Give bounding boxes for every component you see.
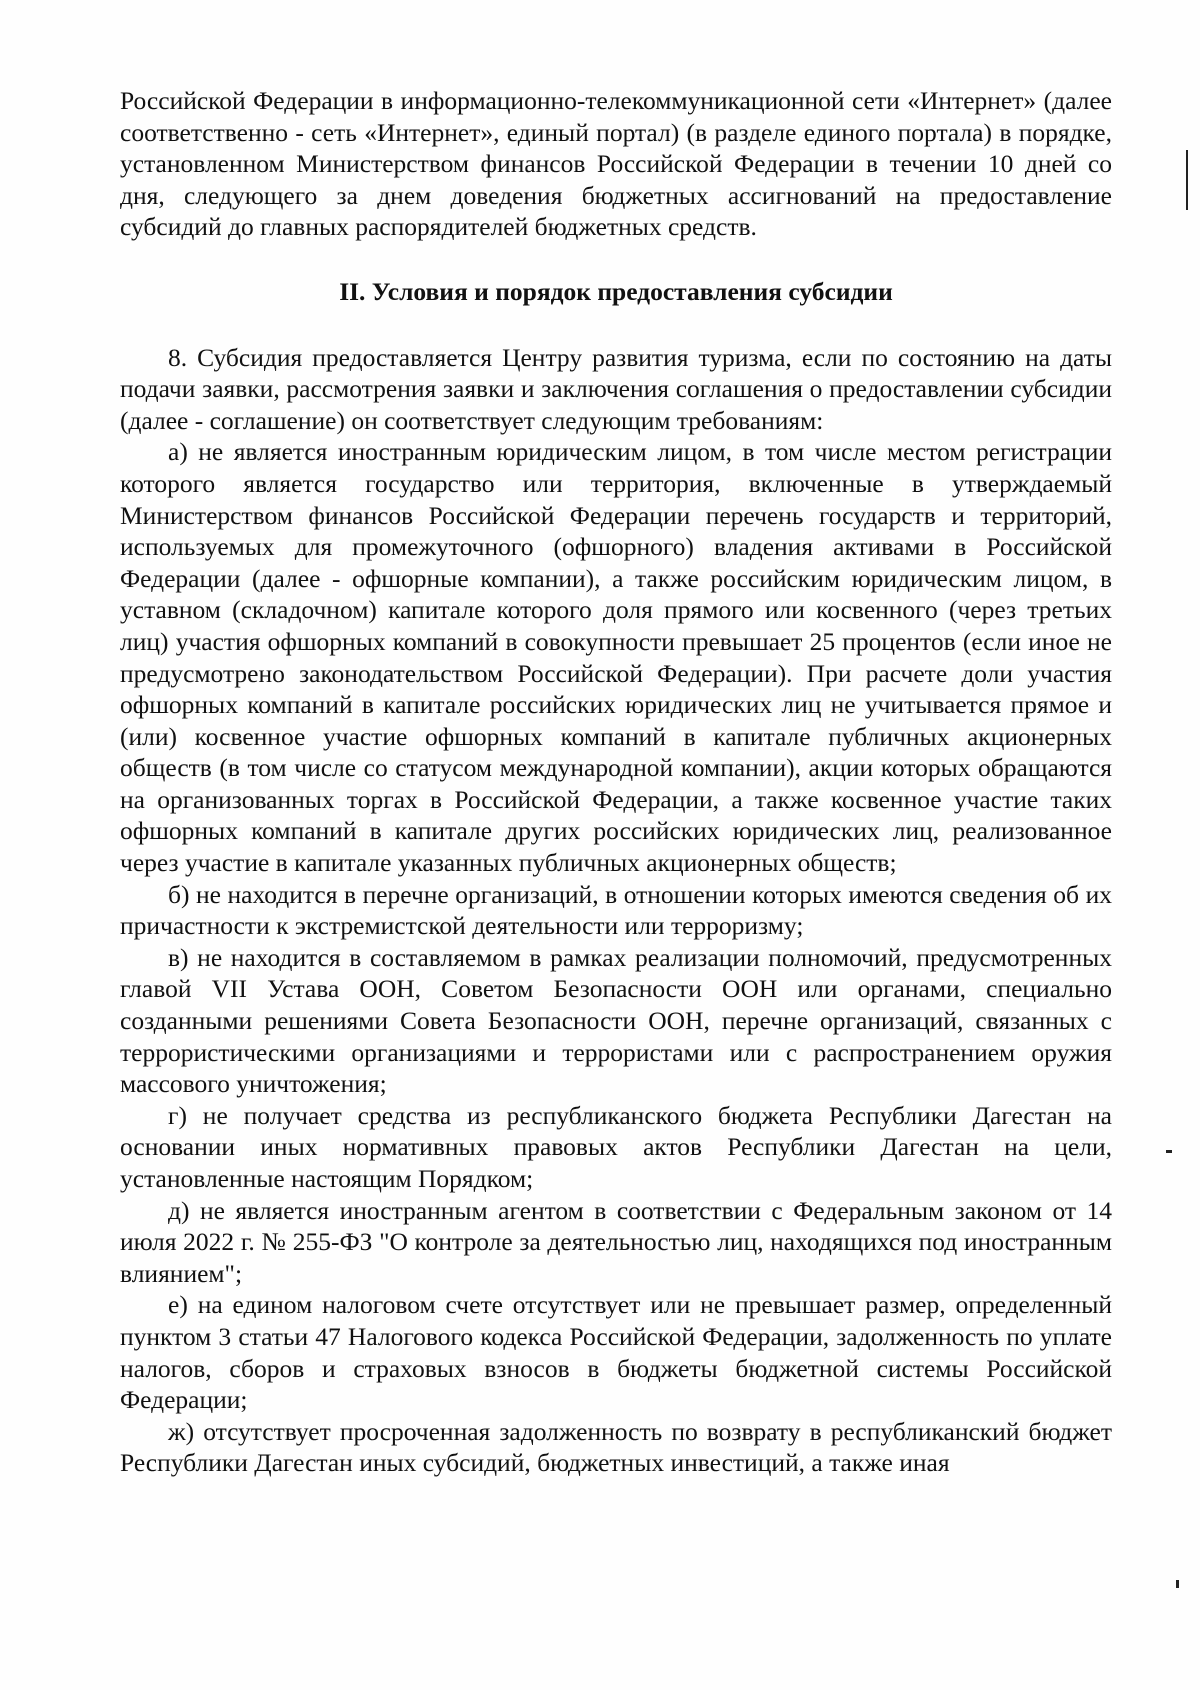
paragraph-v: в) не находится в составляемом в рамках реализации полномочий, предусмотренных главой VII Устава ООН, Советом Безопасности ООН или органами, специально созданными решениями Совета Безопасности ООН, перечне организаций, связанных с террористическими организациями и террористами или с распространением оружия массового уничтожения; — [120, 942, 1112, 1099]
section-heading: II. Условия и порядок предоставления субсидии — [339, 276, 893, 306]
paragraph-d: д) не является иностранным агентом в соответствии с Федеральным законом от 14 июля 2022 г. № 255-ФЗ "О контроле за деятельностью лиц, находящихся под иностранным влиянием"; — [120, 1195, 1112, 1288]
paragraph-g: г) не получает средства из республиканского бюджета Республики Дагестан на основании иных нормативных правовых актов Республики Дагестан на цели, установленные настоящим Порядком; — [120, 1100, 1112, 1193]
paragraph-8: 8. Субсидия предоставляется Центру развития туризма, если по состоянию на даты подачи заявки, рассмотрения заявки и заключения соглашения о предоставлении субсидии (далее - соглашение) он соответствует следующим требованиям: — [120, 342, 1112, 435]
paragraph-zh: ж) отсутствует просроченная задолженность по возврату в республиканский бюджет Республики Дагестан иных субсидий, бюджетных инвестиций, а также иная — [120, 1416, 1112, 1478]
paragraph-e: е) на едином налоговом счете отсутствует или не превышает размер, определенный пунктом 3 статьи 47 Налогового кодекса Российской Федерации, задолженность по уплате налогов, сборов и страховых взносов в бюджеты бюджетной системы Российской Федерации; — [120, 1290, 1112, 1415]
scan-edge-mark — [1166, 1150, 1172, 1153]
scan-edge-mark — [1186, 150, 1188, 210]
scan-edge-mark — [1176, 1580, 1179, 1588]
paragraph-b: б) не находится в перечне организаций, в отношении которых имеются сведения об их причастности к экстремистской деятельности или терроризму; — [120, 879, 1112, 941]
intro-paragraph: Российской Федерации в информационно-телекоммуникационной сети «Интернет» (далее соответственно - сеть «Интернет», единый портал) (в разделе единого портала) в порядке, установленном Министерством финансов Российской Федерации в течении 10 дней со дня, следующего за днем доведения бюджетных ассигнований на предоставление субсидий до главных распорядителей бюджетных средств. — [120, 86, 1112, 242]
document-text — [120, 85, 1112, 1479]
paragraph-a: а) не является иностранным юридическим лицом, в том числе местом регистрации которого является государство или территория, включенные в утверждаемый Министерством финансов Российской Федерации перечень государств и территорий, используемых для промежуточного (офшорного) владения активами в Российской Федерации (далее - офшорные компании), а также российским юридическим лицом, в уставном (складочном) капитале которого доля прямого или косвенного (через третьих лиц) участия офшорных компаний в совокупности превышает 25 процентов (если иное не предусмотрено законодательством Российской Федерации). При расчете доли участия офшорных компаний в капитале российских юридических лиц не учитывается прямое и (или) косвенное участие офшорных компаний в капитале публичных акционерных обществ (в том числе со статусом международной компании), акции которых обращаются на организованных торгах в Российской Федерации, а также косвенное участие таких офшорных компаний в капитале других российских юридических лиц, реализованное через участие в капитале указанных публичных акционерных обществ; — [120, 437, 1112, 878]
